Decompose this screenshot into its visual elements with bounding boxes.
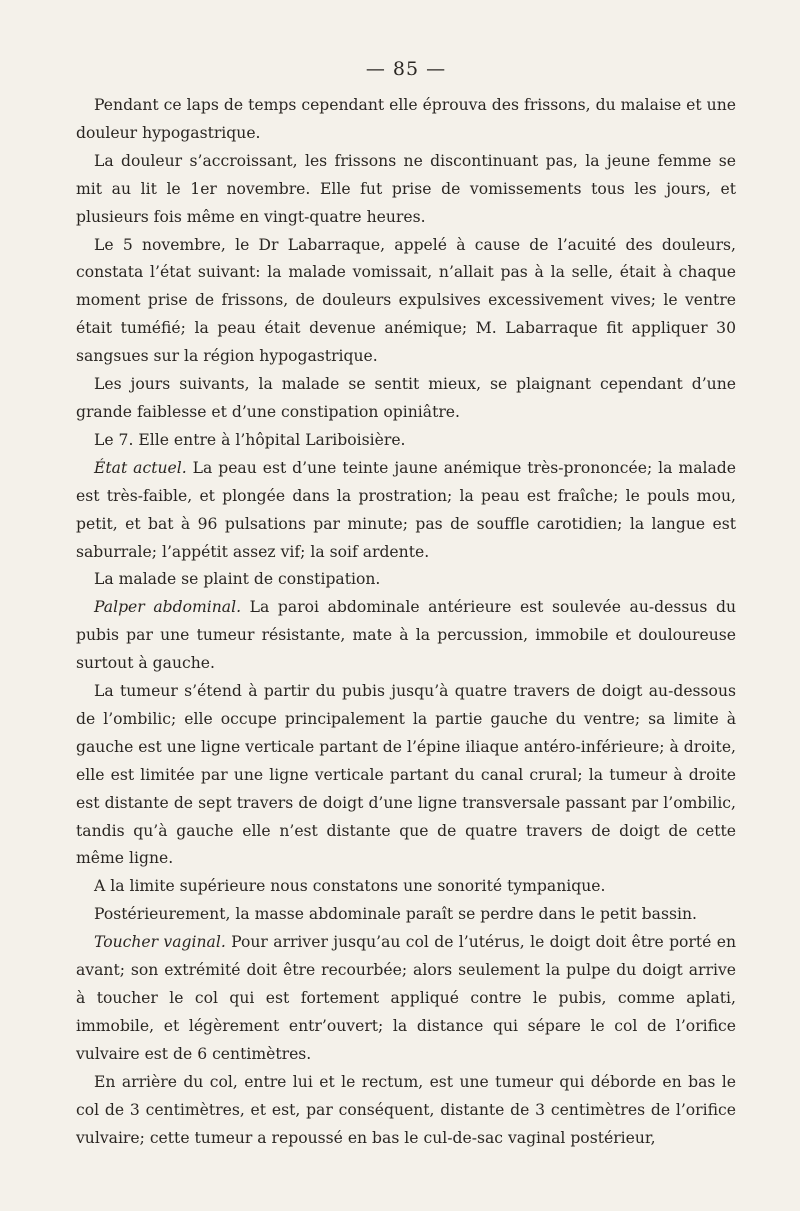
section-label: Toucher vaginal. — [94, 933, 226, 952]
paragraph — [76, 148, 736, 232]
paragraph-text: Les jours suivants, la malade se sentit mieux, se plaignant cependant d’une grande faiblesse et d’une constipation opiniâtre. — [76, 375, 736, 421]
section-label: Palper abdominal. — [94, 598, 242, 617]
paragraph — [76, 427, 736, 455]
paragraph-text: Postérieurement, la masse abdominale paraît se perdre dans le petit bassin. — [94, 905, 697, 924]
paragraph-text: La peau est d’une teinte jaune anémique très-prononcée; la malade est très-faible, et plongée dans la prostration; la peau est fraîche; le pouls mou, petit, et bat à 96 pulsations par minute; pas de souffle carotidien; la langue est saburrale; l’appétit assez vif; la soif ardente. — [76, 458, 736, 561]
paragraph — [76, 594, 736, 678]
paragraph — [76, 678, 736, 873]
paragraph — [76, 92, 736, 148]
paragraph-text: En arrière du col, entre lui et le rectum, est une tumeur qui déborde en bas le col de 3 centimètres, et est, par conséquent, distante de 3 centimètres de l’orifice vulvaire; cette tumeur a repoussé en bas le cul-de-sac vaginal postérieur, — [76, 1072, 736, 1147]
paragraph — [76, 232, 736, 372]
paragraph-text: Pour arriver jusqu’au col de l’utérus, le doigt doit être porté en avant; son extrémité doit être recourbée; alors seulement la pulpe du doigt arrive à toucher le col qui est fortement appliqué contre le pubis, comme aplati, immobile, et légèrement entr’ouvert; la distance qui sépare le col de l’orifice vulvaire est de 6 centimètres. — [76, 933, 736, 1063]
paragraph-text: La tumeur s’étend à partir du pubis jusqu’à quatre travers de doigt au-dessous de l’ombilic; elle occupe principalement la partie gauche du ventre; sa limite à gauche est une ligne verticale partant de l’épine iliaque antéro-inférieure; à droite, elle est limitée par une ligne verticale partant du canal crural; la tumeur à droite est distante de sept travers de doigt d’une ligne transversale passant par l’ombilic, tandis qu’à gauche elle n’est distante que de quatre travers de doigt de cette même ligne. — [76, 682, 736, 868]
paragraph — [76, 901, 736, 929]
paragraph — [76, 566, 736, 594]
section-label: État actuel. — [94, 458, 187, 477]
paragraph-text: Pendant ce laps de temps cependant elle éprouva des frissons, du malaise et une douleur hypogastrique. — [76, 96, 736, 142]
paragraph-text: La douleur s’accroissant, les frissons ne discontinuant pas, la jeune femme se mit au lit le 1er novembre. Elle fut prise de vomissements tous les jours, et plusieurs fois même en vingt-quatre heures. — [76, 151, 736, 226]
page-number: — 85 — — [365, 58, 447, 80]
paragraph — [76, 371, 736, 427]
paragraph-text: A la limite supérieure nous constatons une sonorité tympanique. — [94, 877, 606, 896]
paragraph — [76, 455, 736, 567]
paragraph-text: Le 5 novembre, le Dr Labarraque, appelé à cause de l’acuité des douleurs, constata l’état suivant: la malade vomissait, n’allait pas à la selle, était à chaque moment prise de frissons, de douleurs expulsives excessivement vives; le ventre était tuméfié; la peau était devenue anémique; M. Labarraque fit appliquer 30 sangsues sur la région hypogastrique. — [76, 235, 736, 366]
paragraph — [76, 1069, 736, 1153]
paragraph — [76, 873, 736, 901]
paragraph-text: La malade se plaint de constipation. — [94, 570, 381, 589]
paragraph-text: Le 7. Elle entre à l’hôpital Lariboisière. — [94, 430, 406, 449]
paragraph-text: La paroi abdominale antérieure est soulevée au-dessus du pubis par une tumeur résistante, mate à la percussion, immobile et douloureuse surtout à gauche. — [76, 598, 737, 673]
paragraph — [76, 929, 736, 1069]
